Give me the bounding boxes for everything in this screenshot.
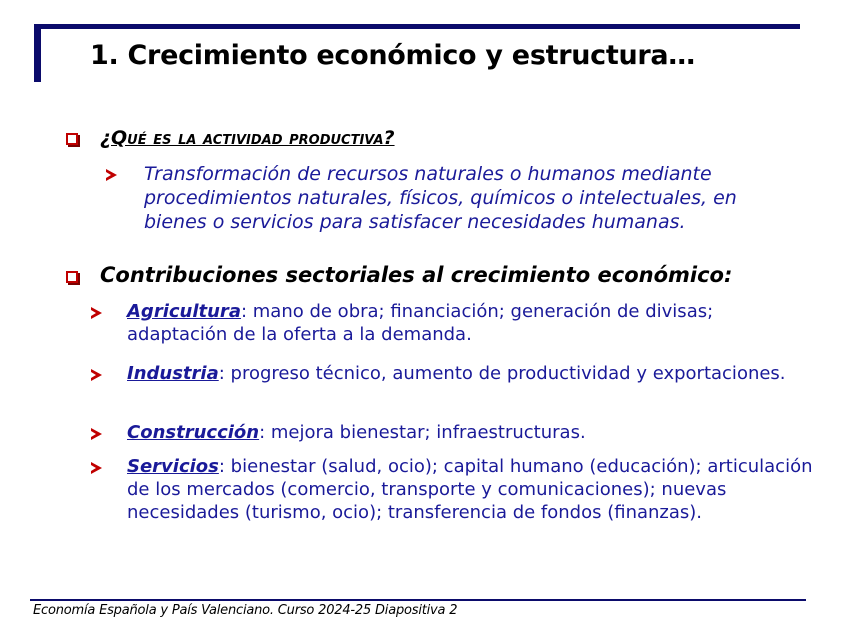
item-term: Construcción — [127, 422, 260, 443]
section1-heading: ¿Qué es la actividad productiva? — [100, 127, 395, 149]
list-item-servicios — [127, 455, 817, 524]
title-accent-bar-left — [34, 24, 41, 82]
definition-text: Transformación de recursos naturales o humanos mediante procedimientos naturales, físicos, químicos o intelectuales, en bienes o servicios para satisfacer necesidades humanas. — [144, 163, 737, 233]
title-accent-bar-top — [34, 24, 800, 29]
list-item-agricultura — [127, 300, 817, 346]
item-text: : bienestar (salud, ocio); capital humano (educación); articulación de los mercados (comercio, transporte y comunicaciones); nuevas necesidades (turismo, ocio); transferencia de fondos (finanzas). — [127, 456, 813, 523]
item-term: Agricultura — [127, 301, 241, 322]
square-bullet-icon — [66, 271, 78, 283]
item-text: : progreso técnico, aumento de productividad y exportaciones. — [218, 363, 786, 384]
slide-footer: Economía Española y País Valenciano. Curso 2024-25 Diapositiva 2 — [33, 603, 458, 618]
item-text: : mano de obra; financiación; generación de divisas; adaptación de la oferta a la demanda. — [127, 301, 714, 345]
arrow-bullet-icon — [106, 169, 117, 181]
list-item-industria — [127, 362, 817, 385]
arrow-bullet-icon — [91, 462, 102, 474]
arrow-bullet-icon — [91, 307, 102, 319]
footer-divider — [30, 599, 806, 601]
arrow-bullet-icon — [91, 369, 102, 381]
item-term: Servicios — [127, 456, 219, 477]
section2-heading: Contribuciones sectoriales al crecimiento económico: — [100, 263, 733, 287]
arrow-bullet-icon — [91, 428, 102, 440]
item-text: : mejora bienestar; infraestructuras. — [259, 422, 586, 443]
slide-title: 1. Crecimiento económico y estructura… — [90, 40, 695, 71]
list-item-construccion — [127, 421, 817, 444]
item-term: Industria — [127, 363, 219, 384]
square-bullet-icon — [66, 133, 78, 145]
